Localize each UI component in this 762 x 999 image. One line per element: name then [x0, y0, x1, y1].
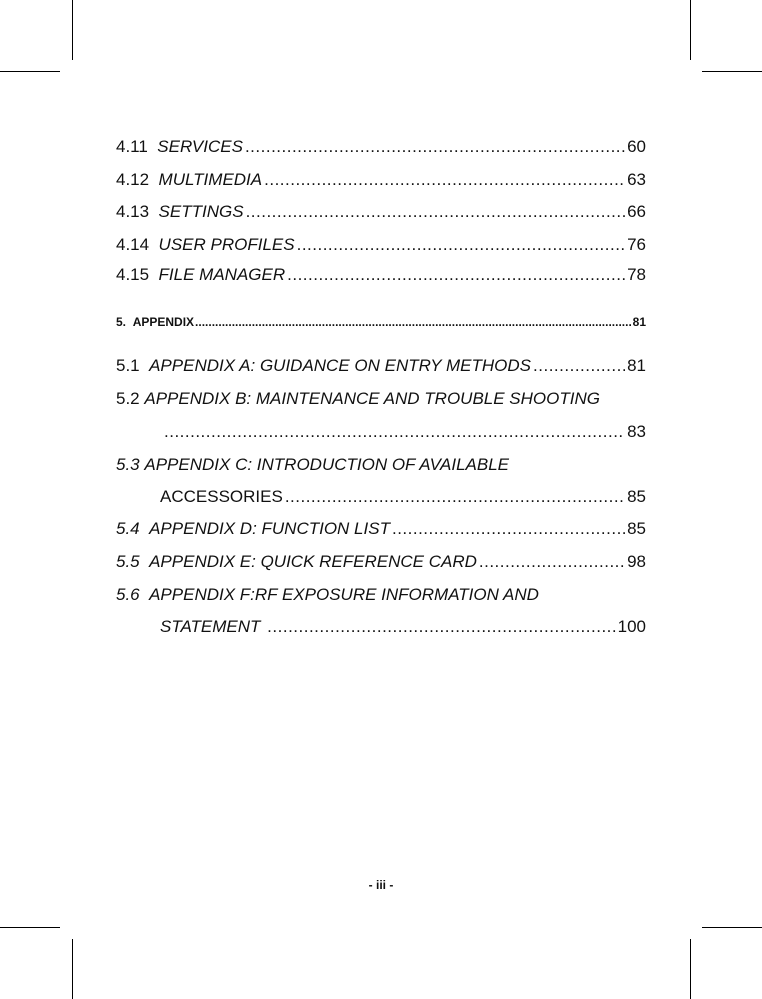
toc-entry-title: APPENDIX C: INTRODUCTION OF AVAILABLE	[144, 455, 510, 474]
toc-entry-page: 60	[627, 137, 646, 156]
crop-mark-top-right-vertical	[690, 0, 691, 60]
toc-chapter-appendix[interactable]	[116, 316, 646, 328]
toc-leader-dots	[195, 316, 632, 328]
page-number: - iii -	[368, 878, 394, 892]
toc-entry-title-continued: STATEMENT	[160, 617, 261, 636]
toc-entry-number: 4.13	[116, 202, 150, 221]
toc-entry-title: USER PROFILES	[158, 235, 295, 254]
crop-mark-top-left-vertical	[72, 0, 73, 60]
crop-mark-bottom-left-vertical	[72, 939, 73, 999]
toc-leader-dots	[287, 266, 625, 283]
crop-mark-bottom-right-horizontal	[702, 927, 762, 928]
crop-mark-bottom-left-horizontal	[0, 927, 60, 928]
toc-entry-settings[interactable]	[116, 203, 646, 220]
toc-entry-number: 4.11	[116, 137, 148, 156]
toc-chapter-page: 81	[632, 315, 646, 329]
toc-entry-title: APPENDIX A: GUIDANCE ON ENTRY METHODS	[149, 356, 532, 375]
toc-entry-multimedia[interactable]	[116, 171, 646, 188]
toc-leader-dots	[267, 618, 615, 635]
toc-entry-appendix-a[interactable]	[116, 357, 646, 374]
toc-chapter-number: 5.	[116, 315, 127, 329]
toc-leader-dots	[533, 357, 625, 374]
toc-entry-appendix-f-page-line[interactable]	[160, 618, 646, 635]
crop-mark-top-right-horizontal	[702, 71, 762, 72]
toc-entry-user-profiles[interactable]	[116, 236, 646, 253]
crop-mark-top-left-horizontal	[0, 71, 60, 72]
toc-entry-page: 63	[627, 170, 646, 189]
toc-entry-page: 78	[627, 265, 646, 284]
toc-leader-dots	[245, 138, 625, 155]
toc-leader-dots	[264, 171, 625, 188]
toc-leader-dots	[285, 488, 625, 505]
toc-leader-dots	[392, 520, 625, 537]
toc-entry-title: MULTIMEDIA	[158, 170, 263, 189]
toc-entry-title: APPENDIX D: FUNCTION LIST	[149, 519, 390, 538]
toc-entry-number: 5.6	[116, 585, 140, 604]
toc-entry-appendix-d[interactable]	[116, 520, 646, 537]
toc-entry-services[interactable]	[116, 138, 646, 155]
toc-entry-number: 4.15	[116, 265, 150, 284]
toc-entry-appendix-b-page-line[interactable]	[162, 423, 646, 440]
toc-entry-appendix-e[interactable]	[116, 553, 646, 570]
toc-entry-title-continued: ACCESSORIES	[160, 487, 283, 506]
toc-entry-number: 5.1	[116, 356, 140, 375]
toc-entry-title: APPENDIX B: MAINTENANCE AND TROUBLE SHOOTING	[144, 389, 600, 408]
toc-entry-number: 5.4	[116, 519, 140, 538]
toc-leader-dots	[297, 236, 625, 253]
toc-entry-title: SERVICES	[157, 137, 243, 156]
toc-entry-number: 5.2	[116, 389, 140, 408]
toc-entry-appendix-c-title[interactable]	[116, 456, 509, 473]
toc-entry-title: FILE MANAGER	[158, 265, 286, 284]
toc-entry-appendix-f-title[interactable]	[116, 586, 539, 603]
toc-entry-number: 5.5	[116, 552, 140, 571]
toc-entry-page: 66	[627, 202, 646, 221]
toc-entry-page: 85	[627, 519, 646, 538]
toc-entry-number: 4.14	[116, 235, 150, 254]
toc-entry-page: 81	[627, 356, 646, 375]
toc-entry-page: 85	[627, 487, 646, 506]
toc-entry-appendix-b-title[interactable]	[116, 390, 600, 407]
crop-mark-bottom-right-vertical	[690, 939, 691, 999]
toc-entry-page: 100	[617, 617, 646, 636]
toc-chapter-title: APPENDIX	[132, 315, 195, 329]
toc-entry-page: 83	[627, 422, 646, 441]
toc-entry-page: 76	[627, 235, 646, 254]
toc-entry-appendix-c-page-line[interactable]	[160, 488, 646, 505]
toc-leader-dots	[479, 553, 625, 570]
toc-entry-title: APPENDIX E: QUICK REFERENCE CARD	[149, 552, 477, 571]
toc-entry-title: APPENDIX F:RF EXPOSURE INFORMATION AND	[149, 585, 539, 604]
toc-entry-number: 5.3	[116, 455, 140, 474]
toc-entry-page: 98	[627, 552, 646, 571]
toc-leader-dots	[164, 423, 625, 440]
toc-entry-number: 4.12	[116, 170, 150, 189]
toc-entry-title: SETTINGS	[158, 202, 244, 221]
toc-leader-dots	[246, 203, 626, 220]
toc-entry-file-manager[interactable]	[116, 266, 646, 283]
